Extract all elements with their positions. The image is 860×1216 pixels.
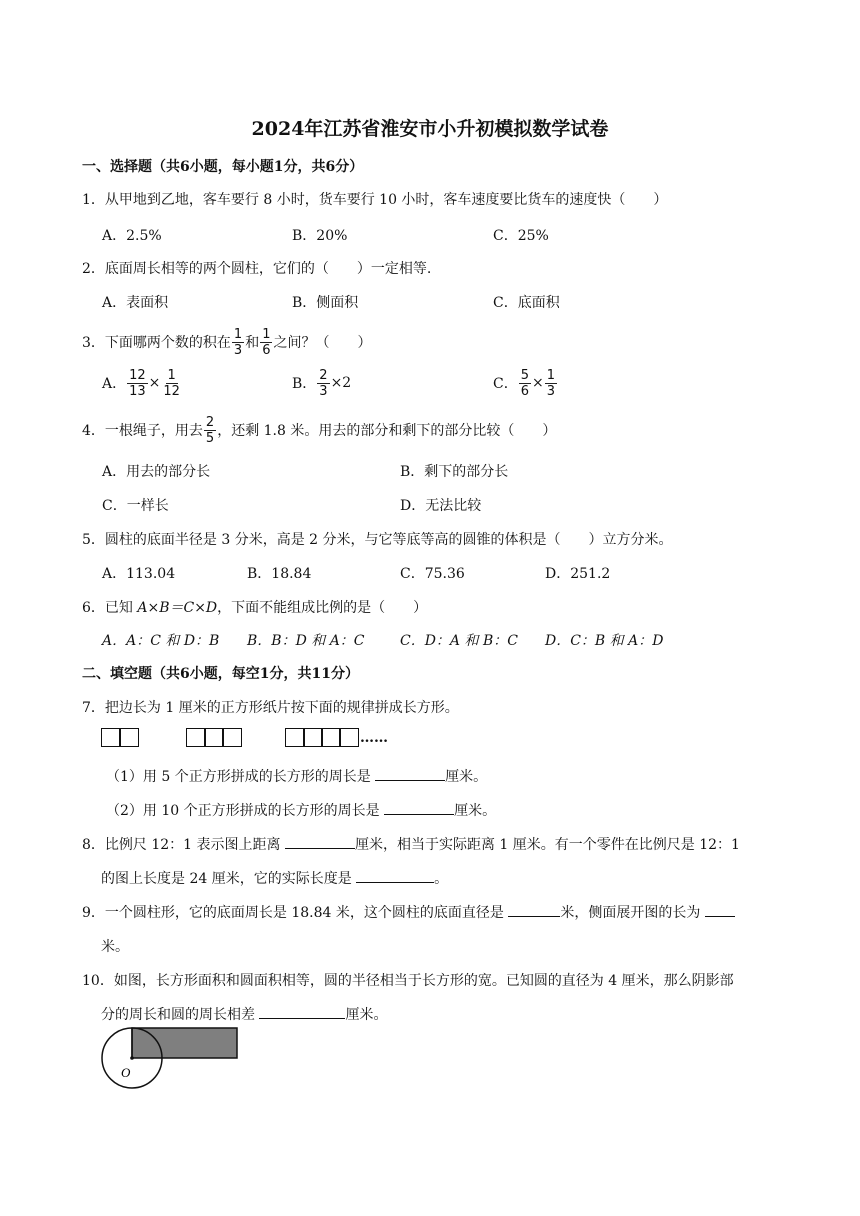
- question-3-text: 3．下面哪两个数的积在: [82, 335, 231, 351]
- denominator: 12: [163, 383, 180, 399]
- operator: ×2: [330, 375, 352, 391]
- question-3-text: 之间？（ ）: [273, 335, 372, 351]
- option-3c: [493, 366, 558, 400]
- option-3b: [292, 366, 351, 400]
- question-1-stem: 1．从甲地到乙地，客车要行 8 小时，货车要行 10 小时，客车速度要比货车的速度快（ ）: [82, 192, 668, 208]
- denominator: 6: [520, 383, 529, 399]
- option-2b: B．侧面积: [292, 295, 359, 311]
- option-label: A．: [102, 376, 127, 392]
- question-8-text: 的图上长度是 24 厘米，它的实际长度是: [101, 871, 357, 887]
- answer-blank[interactable]: [285, 836, 355, 849]
- option-6d: D．C：B 和 A：D: [545, 633, 664, 649]
- section-heading-fill: 二、填空题（共6小题，每空1分，共11分）: [82, 666, 359, 682]
- denominator: 6: [262, 342, 271, 358]
- numerator: 2: [205, 414, 215, 430]
- option-4c: C．一样长: [102, 498, 169, 514]
- option-1a: A．2.5%: [102, 228, 162, 244]
- section-heading-choice: 一、选择题（共6小题，每小题1分，共6分）: [82, 159, 364, 175]
- square: [339, 728, 359, 747]
- option-5c: C．75.36: [400, 566, 465, 582]
- answer-blank[interactable]: [356, 870, 434, 883]
- denominator: 5: [205, 430, 215, 446]
- question-10-text: 厘米。: [345, 1007, 388, 1023]
- fraction: [127, 368, 148, 399]
- question-3-stem: [82, 325, 371, 359]
- question-7-part-2: [106, 800, 496, 820]
- question-8-text: 8．比例尺 12：1 表示图上距离: [82, 837, 285, 853]
- question-7-text: （1）用 5 个正方形拼成的长方形的周长是: [106, 769, 376, 785]
- ellipsis: ……: [360, 730, 388, 746]
- question-3-text: 和: [245, 335, 260, 351]
- option-2c: C．底面积: [493, 295, 560, 311]
- fraction: [204, 415, 216, 446]
- option-5a: A．113.04: [102, 566, 176, 582]
- numerator: 12: [129, 367, 146, 383]
- math-expression: A×B＝C×D: [137, 600, 218, 616]
- option-5b: B．18.84: [247, 566, 312, 582]
- question-4-text: ，还剩 1.8 米。用去的部分和剩下的部分比较（ ）: [217, 423, 557, 439]
- option-label: B．: [292, 376, 317, 392]
- square: [119, 728, 139, 747]
- numerator: 2: [319, 367, 328, 383]
- question-9-line-2: 米。: [101, 939, 129, 955]
- question-10-line-1: 10．如图，长方形面积和圆面积相等，圆的半径相当于长方形的宽。已知圆的直径为 4 厘米，那么阴影部: [82, 973, 734, 989]
- option-label: C．: [493, 376, 518, 392]
- question-9-line-1: [82, 902, 735, 922]
- question-8-text: 厘米，相当于实际距离 1 厘米。有一个零件在比例尺是 12：1: [354, 837, 740, 853]
- page-title: 2024年江苏省淮安市小升初模拟数学试卷: [251, 118, 609, 140]
- numerator: 1: [167, 367, 176, 383]
- numerator: 5: [520, 367, 529, 383]
- question-8-line-2: [101, 868, 448, 888]
- question-6-stem: [82, 597, 427, 617]
- option-5d: D．251.2: [545, 566, 611, 582]
- option-6c: C．D：A 和 B：C: [400, 633, 518, 649]
- question-7-text: 厘米。: [445, 769, 488, 785]
- denominator: 13: [129, 383, 146, 399]
- question-6-text: 6．已知: [82, 600, 138, 616]
- square: [321, 728, 341, 747]
- answer-blank[interactable]: [508, 904, 560, 917]
- fraction: [545, 368, 557, 399]
- question-7-text: 厘米。: [454, 803, 497, 819]
- fraction: [232, 327, 244, 358]
- operator: ×: [148, 375, 161, 391]
- square: [303, 728, 323, 747]
- numerator: 1: [546, 367, 556, 383]
- square: [285, 728, 305, 747]
- option-4b: B．剩下的部分长: [400, 464, 509, 480]
- option-4a: A．用去的部分长: [102, 464, 211, 480]
- question-2-stem: 2．底面周长相等的两个圆柱，它们的（ ）一定相等.: [82, 261, 432, 277]
- option-2a: A．表面积: [102, 295, 169, 311]
- question-9-text: 9．一个圆柱形，它的底面周长是 18.84 米，这个圆柱的底面直径是: [82, 905, 509, 921]
- question-8-line-1: [82, 834, 740, 854]
- question-7-part-1: [106, 766, 487, 786]
- fraction: [161, 368, 182, 399]
- question-7-text: （2）用 10 个正方形拼成的长方形的周长是: [106, 803, 385, 819]
- center-point: [130, 1056, 134, 1060]
- fraction: [519, 368, 531, 399]
- circle-rectangle-figure: [96, 1024, 246, 1096]
- question-10-line-2: [101, 1004, 387, 1024]
- option-1b: B．20%: [292, 228, 348, 244]
- option-4d: D．无法比较: [400, 498, 482, 514]
- option-6a: A．A：C 和 D：B: [102, 633, 220, 649]
- square: [204, 728, 224, 747]
- center-label: O: [121, 1065, 131, 1080]
- option-3a: [102, 366, 183, 400]
- denominator: 3: [546, 383, 556, 399]
- question-8-text: 。: [434, 871, 449, 887]
- answer-blank[interactable]: [375, 768, 445, 781]
- answer-blank[interactable]: [259, 1006, 345, 1019]
- square: [186, 728, 206, 747]
- fraction: [317, 368, 329, 399]
- option-1c: C．25%: [493, 228, 549, 244]
- denominator: 3: [319, 383, 328, 399]
- question-9-text: 米，侧面展开图的长为: [560, 905, 705, 921]
- answer-blank[interactable]: [384, 802, 454, 815]
- fraction: [260, 327, 272, 358]
- numerator: 1: [233, 326, 243, 342]
- question-4-text: 4．一根绳子，用去: [82, 423, 203, 439]
- numerator: 1: [262, 326, 271, 342]
- question-5-stem: 5．圆柱的底面半径是 3 分米，高是 2 分米，与它等底等高的圆锥的体积是（ ）立方分米。: [82, 532, 673, 548]
- square: [101, 728, 121, 747]
- question-10-text: 分的周长和圆的周长相差: [101, 1007, 260, 1023]
- option-6b: B．B：D 和 A：C: [247, 633, 365, 649]
- denominator: 3: [233, 342, 243, 358]
- answer-blank[interactable]: [705, 904, 735, 917]
- square: [222, 728, 242, 747]
- question-6-text: ，下面不能组成比例的是（ ）: [217, 600, 428, 616]
- question-4-stem: [82, 413, 556, 447]
- operator: ×: [532, 375, 544, 391]
- question-7-stem: 7．把边长为 1 厘米的正方形纸片按下面的规律拼成长方形。: [82, 700, 459, 716]
